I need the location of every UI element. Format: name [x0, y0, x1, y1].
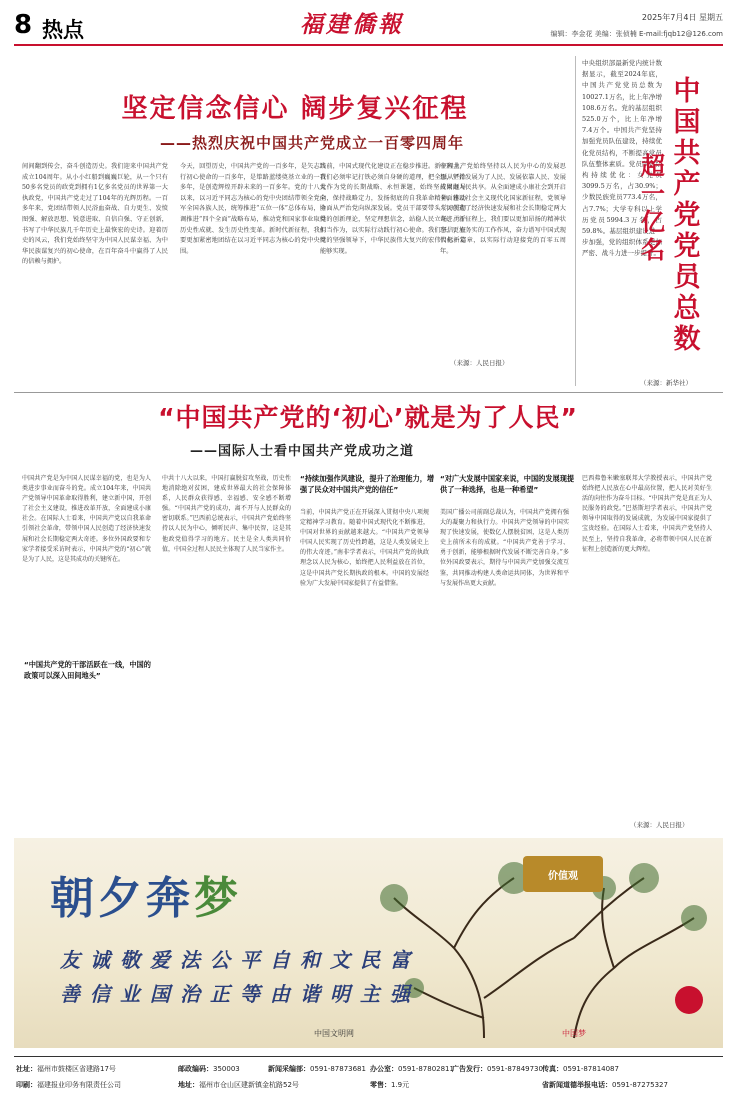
footer-report-hotline: 省新闻道德举报电话：0591-87275327 — [542, 1081, 668, 1089]
footer-ads: 广告发行：0591-87849730 — [452, 1065, 543, 1073]
banner-sign: 中国梦 — [562, 1029, 586, 1038]
second-subhead-1: “中国共产党的干部活跃在一线，中国的政策可以深入田间地头” — [24, 660, 151, 680]
footer-office: 办公室：0591-87802811 — [370, 1065, 454, 1073]
footer-location: 地址：福州市仓山区建新镇金杭路52号 — [178, 1081, 299, 1089]
lead-column-3: 当前，中国式现代化建设正在稳步推进。新征程上，我们必须牢记打铁必须自身硬的道理，把全面从严治党作为党的长期战略、永恒课题，始终坚持问题导向，保持战略定力，发扬彻底的自我革命精神，推动全面从严治党向纵深发展。党员干部要带头学习贯彻党的创新理论，坚定理想信念，站稳人民立场，勇于担当作为，以实际行动践行初心使命。我们坚信，在党的坚强领导下，中华民族伟大复兴的宏伟目标一定能够实现。 — [320, 163, 466, 255]
sidebar-headline-2: 超一亿名 — [641, 152, 665, 264]
sidebar-byline: （来源：新华社） — [640, 379, 692, 387]
section-divider — [14, 392, 723, 393]
lead-column-1: 间间翻到传会，奋斗创造历史。我们迎来中国共产党成立104周年。从小小红船到巍巍巨轮，从一个只有50多名党员的政党到拥有1亿多名党员的世界第一大执政党，中国共产党走过了104年的光辉历程。一百多年来，党团结带领人民浴血奋战、自力更生、发愤图强、解放思想、锐意进取、自信自强、守正创新，书写了中华民族几千年历史上最恢宏的史诗。迎着历史的风云，我们党始终坚守为中国人民谋幸福、为中华民族谋复兴的初心使命，在百年奋斗中赢得了人民的信赖与拥护。 — [22, 163, 168, 266]
footer-divider — [14, 1056, 723, 1057]
second-column-4: 美国广播公司前副总裁认为，中国共产党拥有强大的凝聚力和执行力。中国共产党领导的中国实现了快速发展，使数亿人摆脱贫困，这是人类历史上前所未有的成就。“中国共产党善于学习、勇于创新，能够根据时代发展不断完善自身。”多位外国政要表示，期待与中国共产党加强交流互鉴，共同推动构建人类命运共同体，为世界和平与发展作出更大贡献。 — [440, 509, 569, 587]
sidebar-text: 中央组织部最新党内统计数据显示，截至2024年底，中国共产党党员总数为10027.1万名，比上年净增108.6万名。党的基层组织525.0万个，比上年净增7.4万个。中国共产党坚持加强党员队伍建设，持续优化党员结构，不断提高党员队伍整体素质。党员队伍结构持续优化：女党员3099.5万名，占30.9%；少数民族党员773.4万名，占7.7%；大学专科以上学历党员5994.3万名，占59.8%。基层组织建设进一步加强，党的组织体系更加严密、战斗力进一步提升。 — [582, 59, 662, 258]
seal-icon — [675, 986, 703, 1014]
second-headline: “中国共产党的‘初心’就是为了人民” — [158, 403, 578, 432]
footer-newsroom: 新闻采编部：0591-87873681 — [268, 1065, 366, 1073]
masthead-divider — [14, 44, 723, 46]
paper-logo: 福建僑報 — [300, 11, 404, 38]
second-byline: （来源：人民日报） — [630, 821, 689, 829]
second-subhead-2: “持续加强作风建设，提升了治理能力，增强了民众对中国共产党的信任” — [300, 474, 435, 494]
second-column-5: 巴西弗鲁米嫩塞联邦大学教授表示，中国共产党始终把人民放在心中最高位置，把人民对美好生活的向往作为奋斗目标。“中国共产党是真正为人民服务的政党。”巴基斯坦学者表示，中国共产党领导中国取得的发展成就，为发展中国家提供了宝贵经验。在国际人士看来，中国共产党坚持人民至上，坚持自我革命，必将带领中国人民在新征程上创造新的更大辉煌。 — [582, 475, 712, 553]
footer-postcode: 邮政编码：350003 — [178, 1065, 240, 1073]
sidebar-divider — [575, 56, 576, 386]
lead-column-2: 今天，回望历史，中国共产党的一百多年，是矢志践行初心使命的一百多年，是筚路蓝缕奠基立业的一百多年，是创造辉煌开辟未来的一百多年。党的十八大以来，以习近平同志为核心的党中央团结带领全党全军全国各族人民，统筹推进“五位一体”总体布局，协调推进“四个全面”战略布局，推动党和国家事业取得历史性成就、发生历史性变革。新时代新征程，我们要更加紧密地团结在以习近平同志为核心的党中央周围。 — [180, 163, 326, 255]
second-subhead: ——国际人士看中国共产党成功之道 — [190, 444, 415, 459]
lead-byline: （来源：人民日报） — [450, 359, 509, 367]
values-banner — [14, 838, 723, 1048]
banner-title-main: 朝夕奔 — [50, 873, 194, 924]
footer-printer: 印刷：福建报业印务有限责任公司 — [16, 1081, 121, 1089]
second-column-2: 中共十八大以来，中国打赢脱贫攻坚战，历史性地消除绝对贫困，建成世界最大的社会保障体系，人民群众获得感、幸福感、安全感不断增强。“中国共产党的成功，离不开与人民群众的密切联系。”巴西前总统表示，中国共产党始终坚持以人民为中心，倾听民声、集中民智，这是其他政党值得学习的地方。民主是全人类共同价值，中国全过程人民民主体现了人民当家作主。 — [162, 475, 291, 553]
footer-address: 社址：福州市鼓楼区省建路17号 — [16, 1065, 116, 1073]
banner-credits: 中国文明网 — [314, 1029, 354, 1038]
issue-date: 2025年7月4日 星期五 — [641, 13, 723, 22]
footer-price: 零售：1.9元 — [370, 1081, 410, 1089]
lead-column-4: 中国共产党始终坚持以人民为中心的发展思想，坚持发展为了人民、发展依靠人民、发展成果由人民共享。从全面建成小康社会到开启全面建设社会主义现代化国家新征程，党领导人民创造了经济快速发展和社会长期稳定两大奇迹。新征程上，我们要以更加昂扬的精神状态、更加务实的工作作风，奋力谱写中国式现代化新篇章，以实际行动迎接党的百零五周年。 — [440, 163, 566, 255]
banner-title-accent: 梦 — [194, 873, 242, 924]
footer-fax: 传真：0591-87814087 — [542, 1065, 619, 1073]
banner-slogan-line-1: 友诚敬爱法公平自和文民富 — [60, 948, 420, 972]
section-name: 热点 — [42, 18, 84, 42]
staff-credits: 编辑：李金花 美编：张侦楠 E-mail:fjqb12@126.com — [550, 30, 723, 38]
banner-badge: 价值观 — [523, 856, 603, 892]
page-number: 8 — [14, 10, 33, 40]
masthead — [0, 0, 735, 52]
second-subhead-3: “对广大发展中国家来说，中国的发展现提供了一种选择，也是一种希望” — [440, 474, 575, 494]
second-column-1: 中国共产党是为中国人民谋幸福的党，也是为人类进步事业而奋斗的党。成立104年来，中国共产党领导中国革命取得胜利，建立新中国，开创了社会主义建设，推进改革开放，全面建成小康社会。在国际人士看来，中国共产党以自我革命引领社会革命，带领中国人民创造了经济快速发展和社会长期稳定两大奇迹。多位外国政要和专家学者接受采访时表示，中国共产党的“初心”就是为了人民，这是其成功的关键所在。 — [22, 475, 151, 563]
lead-subhead: ——热烈庆祝中国共产党成立一百零四周年 — [160, 134, 465, 152]
lead-headline: 坚定信念信心 阔步复兴征程 — [121, 94, 469, 124]
banner-slogan-line-2: 善信业国治正等由谐明主强 — [60, 982, 420, 1006]
banner-title — [50, 862, 242, 926]
second-column-3: 当前，中国共产党正在开展深入贯彻中央八项规定精神学习教育。随着中国式现代化不断推进，中国对世界的贡献越来越大。“中国共产党领导中国人民实现了历史性跨越，这是人类发展史上的伟大奇迹。”南非学者表示，中国共产党的执政理念以人民为核心，始终把人民利益放在首位，这是中国共产党长期执政的根本。中国的发展经验为广大发展中国家提供了有益借鉴。 — [300, 509, 429, 587]
sidebar-headline: 中国共产党党员总数 — [673, 76, 701, 355]
